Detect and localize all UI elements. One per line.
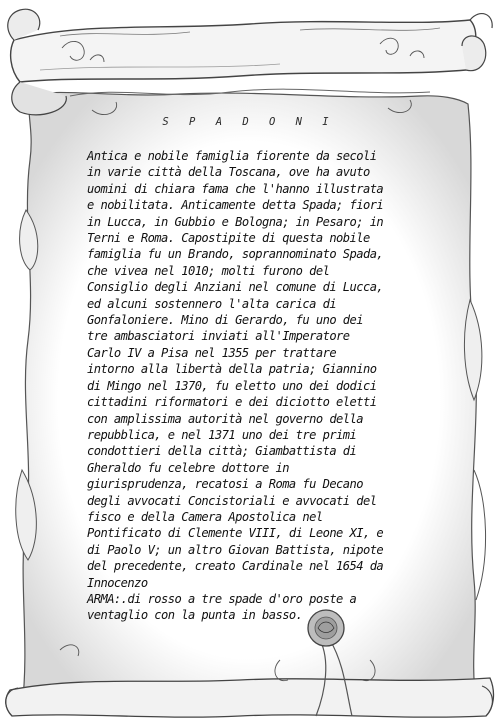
text-line: tre ambasciatori inviati all'Imperatore [87,329,350,344]
text-line: Gonfaloniere. Mino di Gerardo, fu uno dei [87,313,363,328]
text-line: Carlo IV a Pisa nel 1355 per trattare [87,345,337,360]
text-line: Gheraldo fu celebre dottore in [87,460,289,475]
text-line: degli avvocati Concistoriali e avvocati del [87,493,377,508]
text-line: con amplissima autorità nel governo della [87,411,363,426]
text-line: repubblica, e nel 1371 uno dei tre primi [87,427,357,442]
text-line: intorno alla libertà della patria; Giannino [87,362,377,377]
text-line: Antica e nobile famiglia fiorente da secoli [87,149,377,163]
text-line: giurisprudenza, recatosi a Roma fu Decano [87,477,363,492]
text-line: di Paolo V; un altro Giovan Battista, nipote [87,542,384,557]
text-line: famiglia fu un Brando, soprannominato Spada, [87,247,384,262]
text-line: in Lucca, in Gubbio e Bologna; in Pesaro; in [87,214,384,229]
text-line: Pontificato di Clemente VIII, di Leone XI, e [87,526,384,541]
text-line: fisco e della Camera Apostolica nel [87,509,323,524]
text-line: che vivea nel 1010; molti furono del [87,263,330,278]
text-line: uomini di chiara fama che l'hanno illustrata [87,181,384,196]
text-line: ARMA:.di rosso a tre spade d'oro poste a [87,591,357,606]
text-line: in varie città della Toscana, ove ha avuto [87,165,370,180]
text-line: condottieri della città; Giambattista di [87,444,357,459]
text-line: ed alcuni sostennero l'alta carica di [87,296,337,311]
document-body [87,148,487,624]
text-line: del precedente, creato Cardinale nel 1654 da [87,559,384,574]
text-line: e nobilitata. Anticamente detta Spada; fiori [87,198,384,213]
text-line: ventaglio con la punta in basso. [87,608,303,623]
text-line: Innocenzo [87,575,148,590]
text-line: Consiglio degli Anziani nel comune di Lucca, [87,280,384,295]
text-line: Terni e Roma. Capostipite di questa nobile [87,231,370,246]
text-line: cittadini riformatori e dei diciotto eletti [87,395,377,410]
text-line: di Mingo nel 1370, fu eletto uno dei dodici [87,378,377,393]
document-title: S P A D O N I [162,116,336,128]
